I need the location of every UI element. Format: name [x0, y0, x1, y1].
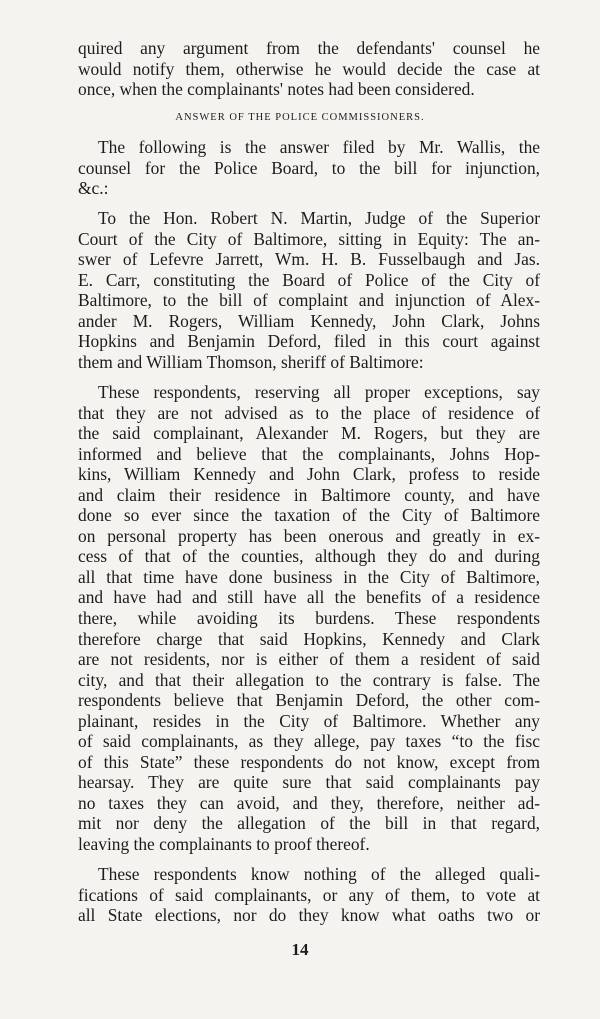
text-line: all that time have done business in the City of Baltimore, [78, 566, 540, 587]
paragraph-2 [78, 208, 540, 372]
text-line: kins, William Kennedy and John Clark, profess to reside [78, 464, 540, 485]
text-line: swer of Lefevre Jarrett, Wm. H. B. Fusselbaugh and Jas. [78, 249, 540, 270]
text-line: leaving the complainants to proof thereof. [78, 834, 370, 855]
text-line: E. Carr, constituting the Board of Police of the City of [78, 269, 540, 290]
text-line: Baltimore, to the bill of complaint and injunction of Alex- [78, 290, 540, 311]
paragraph-3 [78, 382, 540, 855]
text-line: counsel for the Police Board, to the bill for injunction, [78, 157, 540, 178]
text-line: would notify them, otherwise he would decide the case at [78, 58, 540, 79]
text-line: once, when the complainants' notes had been considered. [78, 79, 475, 100]
text-line: of said complainants, as they allege, pay taxes “to the fisc [78, 731, 540, 752]
text-line: ander M. Rogers, William Kennedy, John Clark, Johns [78, 310, 540, 331]
text-line: that they are not advised as to the place of residence of [78, 402, 540, 423]
paragraph-1 [78, 137, 540, 199]
text-line: and have had and still have all the benefits of a residence [78, 587, 540, 608]
text-line: cess of that of the counties, although they do and during [78, 546, 540, 567]
text-line: no taxes they can avoid, and they, therefore, neither ad- [78, 792, 540, 813]
text-line: are not residents, nor is either of them a resident of said [78, 649, 540, 670]
text-line: plainant, resides in the City of Baltimore. Whether any [78, 710, 540, 731]
text-line: fications of said complainants, or any of them, to vote at [78, 884, 540, 905]
text-line: all State elections, nor do they know what oaths two or [78, 905, 540, 926]
text-line: of this State” these respondents do not know, except from [78, 751, 540, 772]
text-line: To the Hon. Robert N. Martin, Judge of the Superior [98, 208, 540, 228]
text-line: informed and believe that the complainants, Johns Hop- [78, 443, 540, 464]
paragraph-4 [78, 864, 540, 926]
text-line: them and William Thomson, sheriff of Baltimore: [78, 351, 424, 372]
text-line: on personal property has been onerous and greatly in ex- [78, 525, 540, 546]
text-line: &c.: [78, 178, 109, 199]
text-line: mit nor deny the allegation of the bill in that regard, [78, 813, 540, 834]
text-line: done so ever since the taxation of the City of Baltimore [78, 505, 540, 526]
text-line: therefore charge that said Hopkins, Kennedy and Clark [78, 628, 540, 649]
text-line: These respondents know nothing of the alleged quali- [98, 864, 540, 884]
text-line: Hopkins and Benjamin Deford, filed in this court against [78, 331, 540, 352]
text-line: The following is the answer filed by Mr. Wallis, the [98, 137, 540, 157]
text-line: city, and that their allegation to the contrary is false. The [78, 669, 540, 690]
text-line: respondents believe that Benjamin Deford, the other com- [78, 690, 540, 711]
intro-text [78, 38, 540, 100]
text-line: and claim their residence in Baltimore county, and have [78, 484, 540, 505]
text-line: the said complainant, Alexander M. Rogers, but they are [78, 423, 540, 444]
text-line: Court of the City of Baltimore, sitting in Equity: The an- [78, 228, 540, 249]
text-line: there, while avoiding its burdens. These respondents [78, 608, 540, 629]
page-number: 14 [291, 940, 309, 959]
section-heading: ANSWER OF THE POLICE COMMISSIONERS. [175, 112, 425, 123]
text-line: hearsay. They are quite sure that said complainants pay [78, 772, 540, 793]
text-line: quired any argument from the defendants' counsel he [78, 38, 540, 58]
text-line: These respondents, reserving all proper exceptions, say [98, 382, 540, 402]
